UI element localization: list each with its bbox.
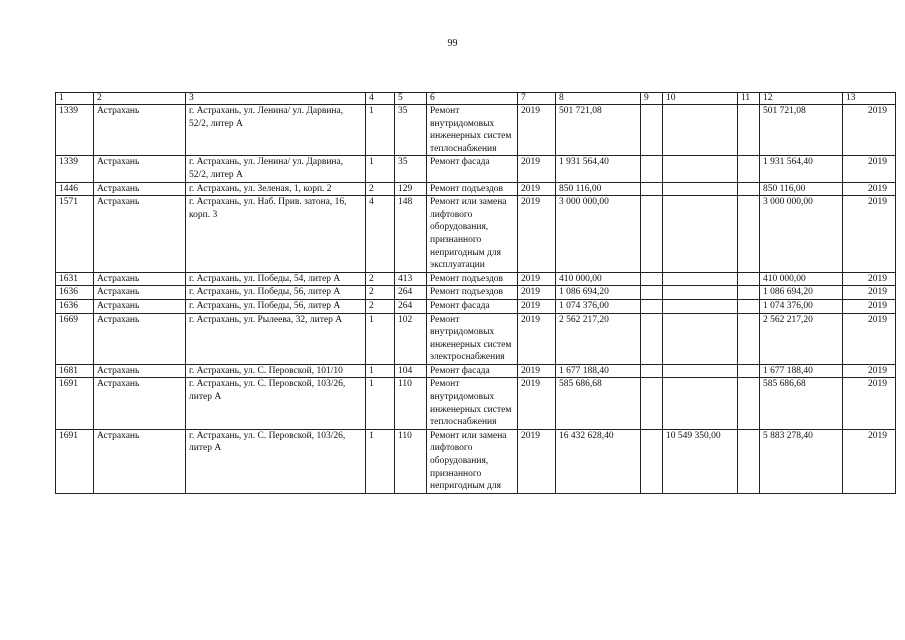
cell-col-12: 1 074 376,00: [760, 299, 843, 313]
table-row: [56, 299, 896, 313]
cell-col-10: [663, 364, 738, 378]
cell-entrances: 1: [366, 364, 395, 378]
cell-total-cost: 1 931 564,40: [556, 156, 641, 182]
cell-col-12: 410 000,00: [760, 272, 843, 286]
cell-col-12: 1 677 188,40: [760, 364, 843, 378]
cell-work-type: Ремонт фасада: [427, 364, 518, 378]
column-header-9: 9: [641, 93, 663, 105]
cell-work-type: Ремонт фасада: [427, 299, 518, 313]
cell-total-cost: 16 432 628,40: [556, 429, 641, 493]
column-header-10: 10: [663, 93, 738, 105]
cell-col-11: [738, 364, 760, 378]
cell-address: г. Астрахань, ул. Победы, 56, литер А: [186, 286, 366, 300]
cell-city: Астрахань: [94, 272, 186, 286]
cell-col-9: [641, 429, 663, 493]
table-row: [56, 286, 896, 300]
cell-col-11: [738, 429, 760, 493]
cell-planned-year: 2019: [843, 364, 896, 378]
cell-apartments: 413: [395, 272, 427, 286]
cell-object-id: 1339: [56, 105, 94, 156]
cell-total-cost: 410 000,00: [556, 272, 641, 286]
cell-planned-year: 2019: [843, 286, 896, 300]
cell-planned-year: 2019: [843, 429, 896, 493]
cell-year: 2019: [518, 272, 556, 286]
cell-city: Астрахань: [94, 299, 186, 313]
cell-col-11: [738, 299, 760, 313]
table-row: [56, 272, 896, 286]
cell-total-cost: 501 721,08: [556, 105, 641, 156]
cell-object-id: 1691: [56, 429, 94, 493]
cell-apartments: 110: [395, 429, 427, 493]
cell-apartments: 110: [395, 378, 427, 429]
cell-city: Астрахань: [94, 105, 186, 156]
cell-col-9: [641, 196, 663, 273]
table-row: [56, 105, 896, 156]
cell-year: 2019: [518, 156, 556, 182]
cell-address: г. Астрахань, ул. С. Перовской, 101/10: [186, 364, 366, 378]
table-row: [56, 313, 896, 364]
column-header-6: 6: [427, 93, 518, 105]
table-row: [56, 196, 896, 273]
cell-col-10: [663, 272, 738, 286]
cell-object-id: 1691: [56, 378, 94, 429]
cell-object-id: 1631: [56, 272, 94, 286]
cell-col-12: 5 883 278,40: [760, 429, 843, 493]
cell-apartments: 104: [395, 364, 427, 378]
table-row: [56, 378, 896, 429]
cell-object-id: 1446: [56, 182, 94, 196]
cell-entrances: 2: [366, 299, 395, 313]
cell-address: г. Астрахань, ул. Ленина/ ул. Дарвина, 52/2, литер А: [186, 105, 366, 156]
cell-col-9: [641, 364, 663, 378]
column-header-2: 2: [94, 93, 186, 105]
cell-col-11: [738, 182, 760, 196]
cell-col-10: [663, 299, 738, 313]
cell-city: Астрахань: [94, 182, 186, 196]
cell-city: Астрахань: [94, 196, 186, 273]
cell-year: 2019: [518, 364, 556, 378]
column-header-11: 11: [738, 93, 760, 105]
cell-entrances: 4: [366, 196, 395, 273]
cell-year: 2019: [518, 313, 556, 364]
cell-col-12: 501 721,08: [760, 105, 843, 156]
cell-entrances: 1: [366, 429, 395, 493]
cell-work-type: Ремонт внутридомовых инженерных систем электроснабжения: [427, 313, 518, 364]
cell-year: 2019: [518, 378, 556, 429]
column-header-13: 13: [843, 93, 896, 105]
cell-year: 2019: [518, 429, 556, 493]
cell-entrances: 1: [366, 156, 395, 182]
cell-total-cost: 1 677 188,40: [556, 364, 641, 378]
table-body: [56, 93, 896, 494]
cell-planned-year: 2019: [843, 105, 896, 156]
cell-year: 2019: [518, 299, 556, 313]
table-row: [56, 156, 896, 182]
cell-planned-year: 2019: [843, 196, 896, 273]
cell-city: Астрахань: [94, 286, 186, 300]
cell-year: 2019: [518, 286, 556, 300]
cell-year: 2019: [518, 182, 556, 196]
cell-col-10: [663, 286, 738, 300]
cell-work-type: Ремонт внутридомовых инженерных систем теплоснабжения: [427, 378, 518, 429]
cell-object-id: 1636: [56, 299, 94, 313]
cell-col-12: 2 562 217,20: [760, 313, 843, 364]
table-row: [56, 364, 896, 378]
cell-address: г. Астрахань, ул. Наб. Прив. затона, 16, корп. 3: [186, 196, 366, 273]
column-header-4: 4: [366, 93, 395, 105]
column-header-8: 8: [556, 93, 641, 105]
cell-address: г. Астрахань, ул. Рылеева, 32, литер А: [186, 313, 366, 364]
cell-apartments: 35: [395, 156, 427, 182]
cell-work-type: Ремонт подъездов: [427, 286, 518, 300]
cell-col-11: [738, 156, 760, 182]
cell-address: г. Астрахань, ул. Победы, 54, литер А: [186, 272, 366, 286]
cell-work-type: Ремонт внутридомовых инженерных систем теплоснабжения: [427, 105, 518, 156]
cell-total-cost: 2 562 217,20: [556, 313, 641, 364]
cell-col-10: [663, 378, 738, 429]
cell-year: 2019: [518, 196, 556, 273]
cell-total-cost: 1 086 694,20: [556, 286, 641, 300]
column-header-12: 12: [760, 93, 843, 105]
cell-col-9: [641, 313, 663, 364]
cell-entrances: 2: [366, 182, 395, 196]
table-row: [56, 182, 896, 196]
cell-year: 2019: [518, 105, 556, 156]
cell-col-9: [641, 272, 663, 286]
cell-planned-year: 2019: [843, 182, 896, 196]
column-header-5: 5: [395, 93, 427, 105]
cell-col-9: [641, 299, 663, 313]
cell-col-10: [663, 182, 738, 196]
cell-col-10: [663, 196, 738, 273]
cell-apartments: 264: [395, 286, 427, 300]
cell-work-type: Ремонт или замена лифтового оборудования, признанного непригодным для: [427, 429, 518, 493]
cell-entrances: 2: [366, 272, 395, 286]
cell-apartments: 129: [395, 182, 427, 196]
cell-entrances: 2: [366, 286, 395, 300]
cell-col-10: 10 549 350,00: [663, 429, 738, 493]
cell-col-11: [738, 286, 760, 300]
cell-total-cost: 585 686,68: [556, 378, 641, 429]
cell-planned-year: 2019: [843, 299, 896, 313]
page-number: 99: [447, 38, 458, 49]
cell-city: Астрахань: [94, 313, 186, 364]
cell-col-12: 1 931 564,40: [760, 156, 843, 182]
cell-col-10: [663, 313, 738, 364]
cell-object-id: 1339: [56, 156, 94, 182]
cell-city: Астрахань: [94, 156, 186, 182]
cell-col-9: [641, 286, 663, 300]
cell-total-cost: 3 000 000,00: [556, 196, 641, 273]
cell-col-12: 585 686,68: [760, 378, 843, 429]
cell-address: г. Астрахань, ул. Зеленая, 1, корп. 2: [186, 182, 366, 196]
cell-apartments: 102: [395, 313, 427, 364]
cell-work-type: Ремонт подъездов: [427, 182, 518, 196]
cell-object-id: 1669: [56, 313, 94, 364]
cell-col-11: [738, 105, 760, 156]
cell-city: Астрахань: [94, 378, 186, 429]
cell-entrances: 1: [366, 105, 395, 156]
cell-planned-year: 2019: [843, 156, 896, 182]
cell-object-id: 1571: [56, 196, 94, 273]
cell-col-10: [663, 105, 738, 156]
column-header-7: 7: [518, 93, 556, 105]
cell-city: Астрахань: [94, 429, 186, 493]
cell-address: г. Астрахань, ул. С. Перовской, 103/26, литер А: [186, 429, 366, 493]
cell-col-11: [738, 272, 760, 286]
cell-apartments: 148: [395, 196, 427, 273]
cell-apartments: 35: [395, 105, 427, 156]
cell-entrances: 1: [366, 313, 395, 364]
cell-col-12: 850 116,00: [760, 182, 843, 196]
cell-col-9: [641, 182, 663, 196]
cell-total-cost: 850 116,00: [556, 182, 641, 196]
cell-address: г. Астрахань, ул. Победы, 56, литер А: [186, 299, 366, 313]
cell-work-type: Ремонт фасада: [427, 156, 518, 182]
cell-col-11: [738, 378, 760, 429]
cell-col-12: 1 086 694,20: [760, 286, 843, 300]
cell-city: Астрахань: [94, 364, 186, 378]
repair-registry-table: [55, 92, 896, 494]
cell-object-id: 1636: [56, 286, 94, 300]
cell-total-cost: 1 074 376,00: [556, 299, 641, 313]
cell-col-12: 3 000 000,00: [760, 196, 843, 273]
cell-address: г. Астрахань, ул. С. Перовской, 103/26, литер А: [186, 378, 366, 429]
cell-col-11: [738, 196, 760, 273]
cell-col-11: [738, 313, 760, 364]
cell-col-9: [641, 156, 663, 182]
column-header-3: 3: [186, 93, 366, 105]
cell-col-9: [641, 105, 663, 156]
column-header-1: 1: [56, 93, 94, 105]
cell-planned-year: 2019: [843, 313, 896, 364]
cell-apartments: 264: [395, 299, 427, 313]
table-row: [56, 429, 896, 493]
cell-planned-year: 2019: [843, 378, 896, 429]
cell-col-10: [663, 156, 738, 182]
cell-col-9: [641, 378, 663, 429]
cell-work-type: Ремонт или замена лифтового оборудования, признанного непригодным для эксплуатации: [427, 196, 518, 273]
cell-planned-year: 2019: [843, 272, 896, 286]
cell-work-type: Ремонт подъездов: [427, 272, 518, 286]
cell-entrances: 1: [366, 378, 395, 429]
cell-object-id: 1681: [56, 364, 94, 378]
header-row: [56, 93, 896, 105]
cell-address: г. Астрахань, ул. Ленина/ ул. Дарвина, 52/2, литер А: [186, 156, 366, 182]
